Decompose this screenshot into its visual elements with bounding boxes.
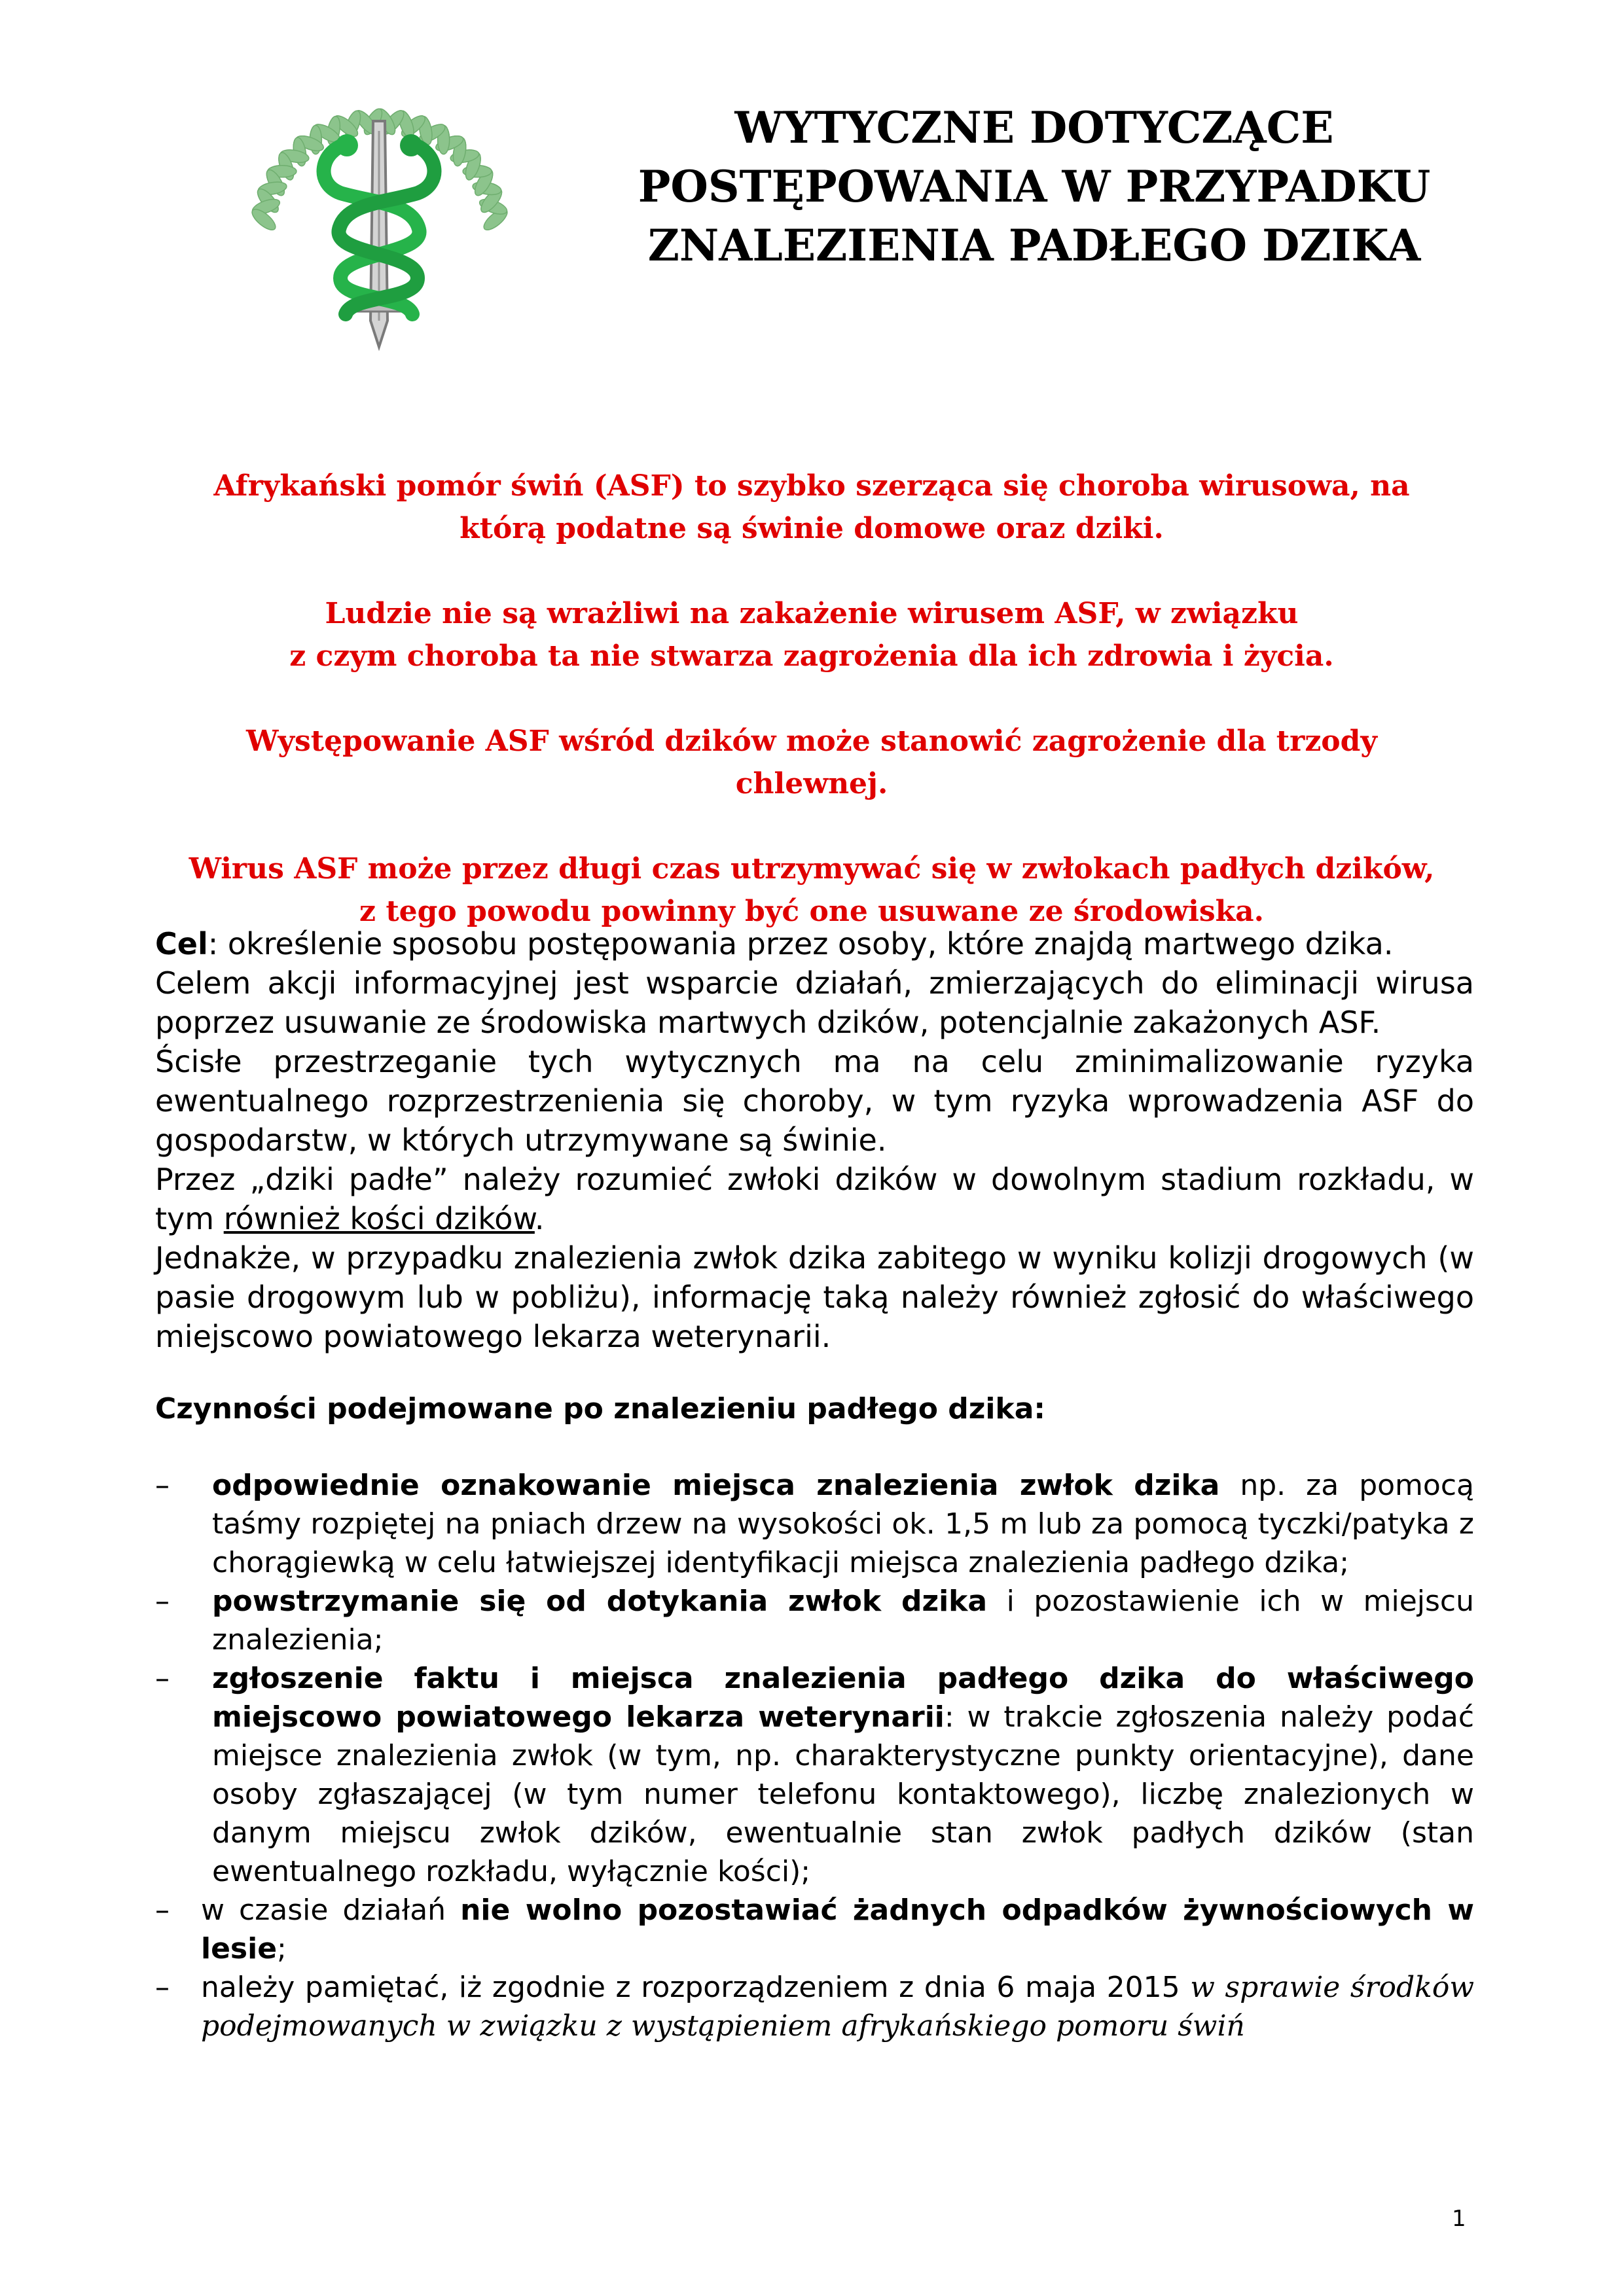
underlined-text: również kości dzików bbox=[223, 1201, 535, 1236]
warning-line: z tego powodu powinny być one usuwane ze środowiska. bbox=[359, 895, 1264, 928]
body-paragraph: Ścisłe przestrzeganie tych wytycznych ma na celu zminimalizowanie ryzyka ewentualnego rozprzestrzenienia się choroby, w tym ryzyka wprowadzenia ASF do gospodarstw, w których utrzymywane są świnie. bbox=[155, 1044, 1474, 1158]
warning-paragraph bbox=[137, 848, 1486, 933]
list-item bbox=[155, 1582, 1474, 1659]
dash-bullet: – bbox=[155, 1662, 170, 1695]
list-item-text: : w trakcie zgłoszenia należy podać miejsce znalezienia zwłok (w tym, np. charakterystyczne punkty orientacyjne), dane osoby zgłaszającej (w tym numer telefonu kontaktowego), liczbę znalezionych w danym miejscu zwłok dzików, ewentualnie stan zwłok padłych dzików (stan ewentualnego rozkładu, wyłącznie kości); bbox=[212, 1700, 1475, 1888]
dash-bullet: – bbox=[155, 1971, 170, 2004]
body-text bbox=[155, 924, 1474, 1356]
list-item-bold: nie wolno pozostawiać żadnych odpadków żywnościowych w lesie bbox=[201, 1893, 1474, 1965]
list-item-text: należy pamiętać, iż zgodnie z rozporządzeniem z dnia 6 maja 2015 bbox=[201, 1971, 1191, 2004]
asf-warning-block bbox=[137, 465, 1486, 975]
warning-paragraph bbox=[137, 592, 1486, 677]
list-item-text: ; bbox=[277, 1932, 287, 1965]
warning-line: którą podatne są świnie domowe oraz dziki. bbox=[460, 512, 1164, 545]
warning-line: Afrykański pomór świń (ASF) to szybko szerząca się choroba wirusowa, na bbox=[213, 469, 1410, 503]
body-paragraph: Jednakże, w przypadku znalezienia zwłok dzika zabitego w wyniku kolizji drogowych (w pasie drogowym lub w pobliżu), informację taką należy również zgłosić do właściwego miejscowo powiatowego lekarza weterynarii. bbox=[155, 1240, 1474, 1354]
title-line-1: WYTYCZNE DOTYCZĄCE bbox=[734, 102, 1334, 153]
document-title bbox=[576, 98, 1492, 275]
list-item bbox=[155, 1968, 1474, 2045]
warning-line: chlewnej. bbox=[735, 767, 888, 800]
list-item-text: w czasie działań bbox=[201, 1893, 461, 1927]
list-item bbox=[155, 1659, 1474, 1891]
list-item bbox=[155, 1891, 1474, 1968]
dash-bullet: – bbox=[155, 1469, 170, 1502]
list-item-bold: odpowiednie oznakowanie miejsca znalezienia zwłok dzika bbox=[212, 1469, 1220, 1502]
body-text-span: Przez „dziki padłe” należy rozumieć zwłoki dzików w dowolnym stadium rozkładu, w tym bbox=[155, 1162, 1474, 1236]
body-text-span: . bbox=[534, 1201, 545, 1236]
warning-paragraph bbox=[137, 720, 1486, 805]
list-item-italic: w sprawie środków podejmowanych w związku z wystąpieniem afrykańskiego pomoru świń bbox=[201, 1971, 1474, 2043]
warning-line: z czym choroba ta nie stwarza zagrożenia dla ich zdrowia i życia. bbox=[289, 639, 1334, 673]
page-number: 1 bbox=[1452, 2206, 1466, 2232]
list-item-text: np. za pomocą taśmy rozpiętej na pniach drzew na wysokości ok. 1,5 m lub za pomocą tyczki/patyka z chorągiewką w celu łatwiejszej identyfikacji miejsca znalezienia padłego dzika; bbox=[212, 1469, 1474, 1579]
warning-line: Występowanie ASF wśród dzików może stanowić zagrożenie dla trzody bbox=[246, 725, 1377, 758]
warning-line: Wirus ASF może przez długi czas utrzymywać się w zwłokach padłych dzików, bbox=[189, 852, 1435, 886]
warning-line: Ludzie nie są wrażliwi na zakażenie wirusem ASF, w związku bbox=[325, 597, 1299, 630]
list-item bbox=[155, 1466, 1474, 1582]
dash-bullet: – bbox=[155, 1893, 170, 1927]
list-item-bold: powstrzymanie się od dotykania zwłok dzika bbox=[212, 1585, 988, 1618]
title-line-2: POSTĘPOWANIA W PRZYPADKU bbox=[638, 161, 1431, 212]
dash-bullet: – bbox=[155, 1585, 170, 1618]
list-item-text: i pozostawienie ich w miejscu znalezienia; bbox=[212, 1585, 1474, 1657]
body-paragraph bbox=[155, 1160, 1474, 1238]
actions-heading: Czynności podejmowane po znalezieniu padłego dzika: bbox=[155, 1392, 1045, 1426]
goal-paragraph bbox=[155, 924, 1474, 963]
actions-list bbox=[155, 1466, 1474, 2045]
warning-paragraph bbox=[137, 465, 1486, 550]
body-paragraph: Celem akcji informacyjnej jest wsparcie działań, zmierzających do eliminacji wirusa poprzez usuwanie ze środowiska martwych dzików, potencjalnie zakażonych ASF. bbox=[155, 965, 1474, 1040]
goal-label: Cel bbox=[155, 926, 208, 961]
title-line-3: ZNALEZIENIA PADŁEGO DZIKA bbox=[647, 220, 1421, 271]
goal-text: : określenie sposobu postępowania przez osoby, które znajdą martwego dzika. bbox=[208, 926, 1394, 961]
caduceus-wreath-icon bbox=[242, 105, 517, 360]
list-item-bold: zgłoszenie faktu i miejsca znalezienia padłego dzika do właściwego miejscowo powiatowego lekarza weterynarii bbox=[212, 1662, 1474, 1734]
veterinary-emblem-logo bbox=[242, 105, 517, 360]
